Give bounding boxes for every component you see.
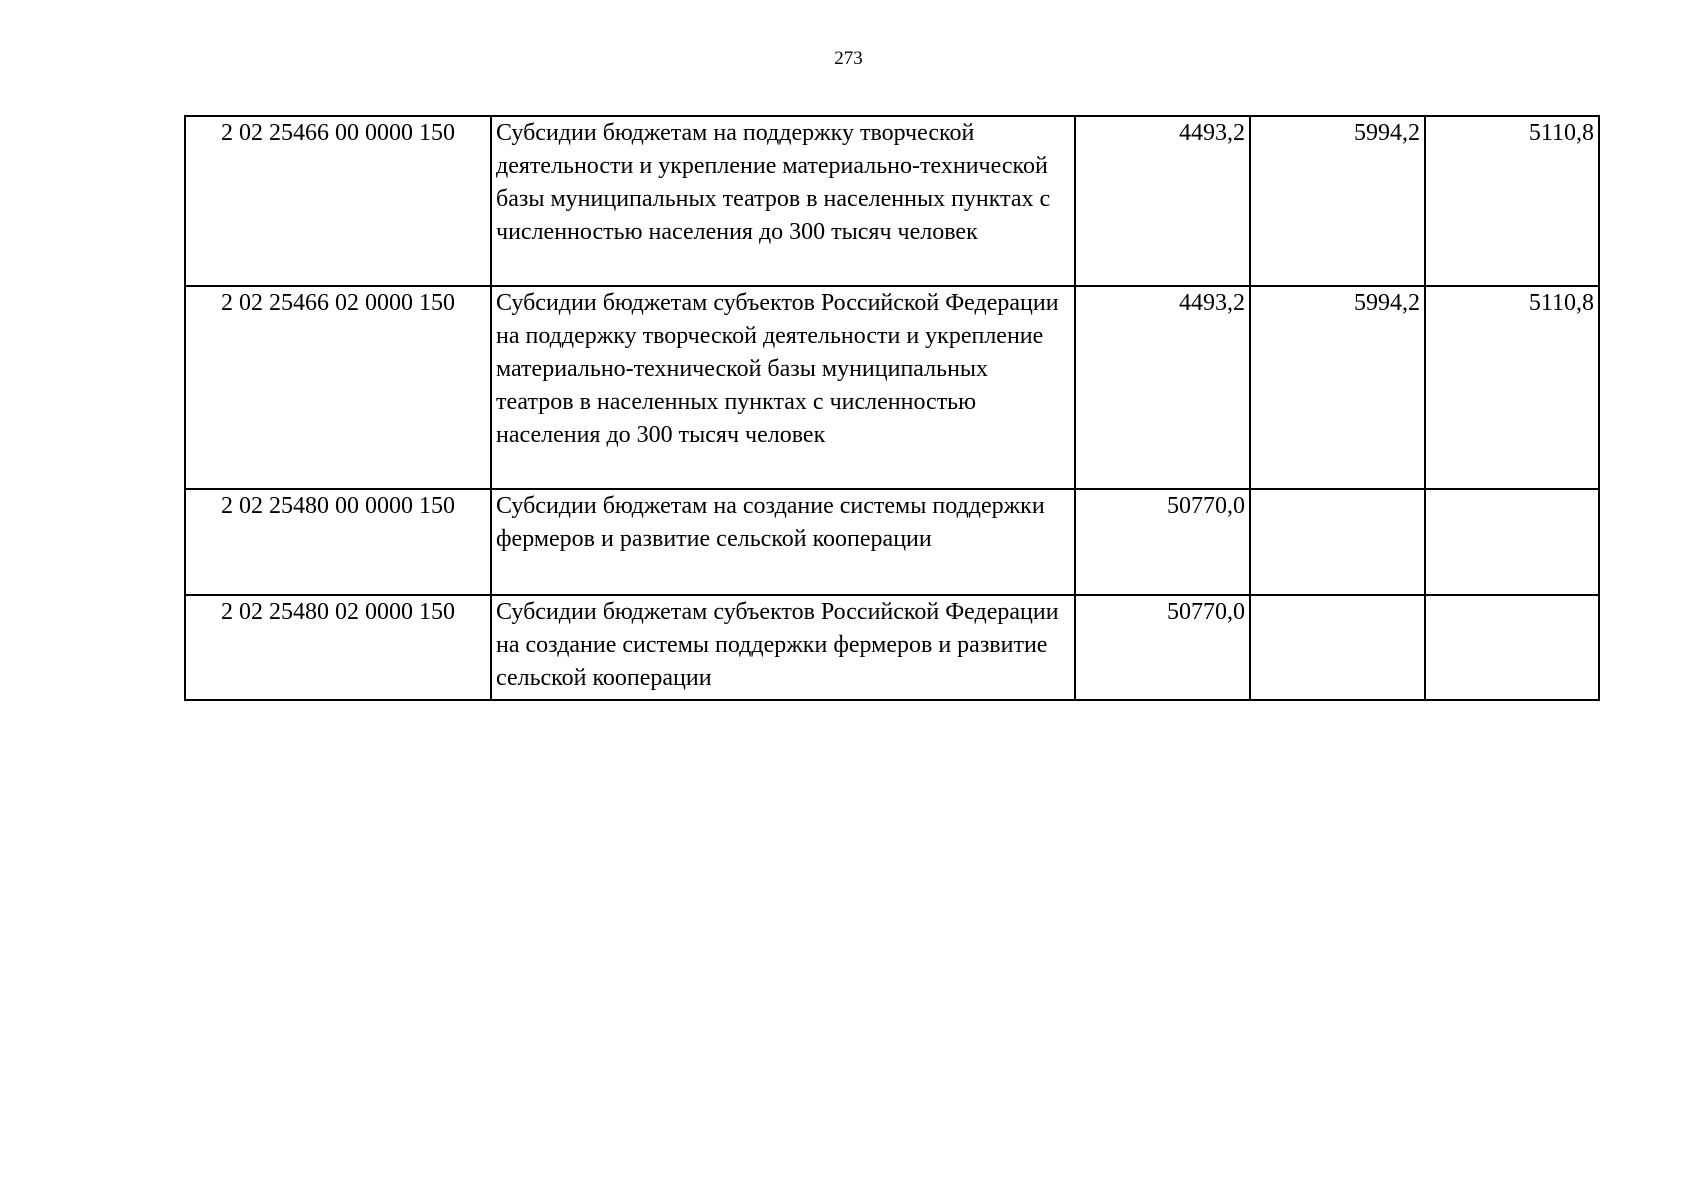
value-cell-year-3: 5110,8 — [1425, 286, 1599, 489]
description-cell: Субсидии бюджетам субъектов Российской Федерации на создание системы поддержки фермеров и развитие сельской кооперации — [491, 595, 1075, 700]
table-row — [185, 595, 1599, 700]
value-cell-year-1: 50770,0 — [1075, 489, 1250, 595]
description-cell: Субсидии бюджетам на поддержку творческой деятельности и укрепление материально-технической базы муниципальных театров в населенных пунктах с численностью населения до 300 тысяч человек — [491, 116, 1075, 286]
description-cell: Субсидии бюджетам субъектов Российской Федерации на поддержку творческой деятельности и укрепление материально-технической базы муниципальных театров в населенных пунктах с численностью населения до 300 тысяч человек — [491, 286, 1075, 489]
value-cell-year-2 — [1250, 595, 1425, 700]
value-cell-year-3 — [1425, 489, 1599, 595]
page-number: 273 — [834, 48, 863, 69]
budget-code-cell: 2 02 25480 02 0000 150 — [185, 595, 491, 700]
table-row — [185, 116, 1599, 286]
budget-code-cell: 2 02 25466 00 0000 150 — [185, 116, 491, 286]
value-cell-year-2: 5994,2 — [1250, 286, 1425, 489]
table-row — [185, 286, 1599, 489]
value-cell-year-1: 50770,0 — [1075, 595, 1250, 700]
value-cell-year-1: 4493,2 — [1075, 116, 1250, 286]
value-cell-year-1: 4493,2 — [1075, 286, 1250, 489]
table-row — [185, 489, 1599, 595]
budget-table — [184, 115, 1600, 701]
value-cell-year-2 — [1250, 489, 1425, 595]
budget-code-cell: 2 02 25480 00 0000 150 — [185, 489, 491, 595]
description-cell: Субсидии бюджетам на создание системы поддержки фермеров и развитие сельской кооперации — [491, 489, 1075, 595]
value-cell-year-3: 5110,8 — [1425, 116, 1599, 286]
value-cell-year-2: 5994,2 — [1250, 116, 1425, 286]
value-cell-year-3 — [1425, 595, 1599, 700]
budget-code-cell: 2 02 25466 02 0000 150 — [185, 286, 491, 489]
